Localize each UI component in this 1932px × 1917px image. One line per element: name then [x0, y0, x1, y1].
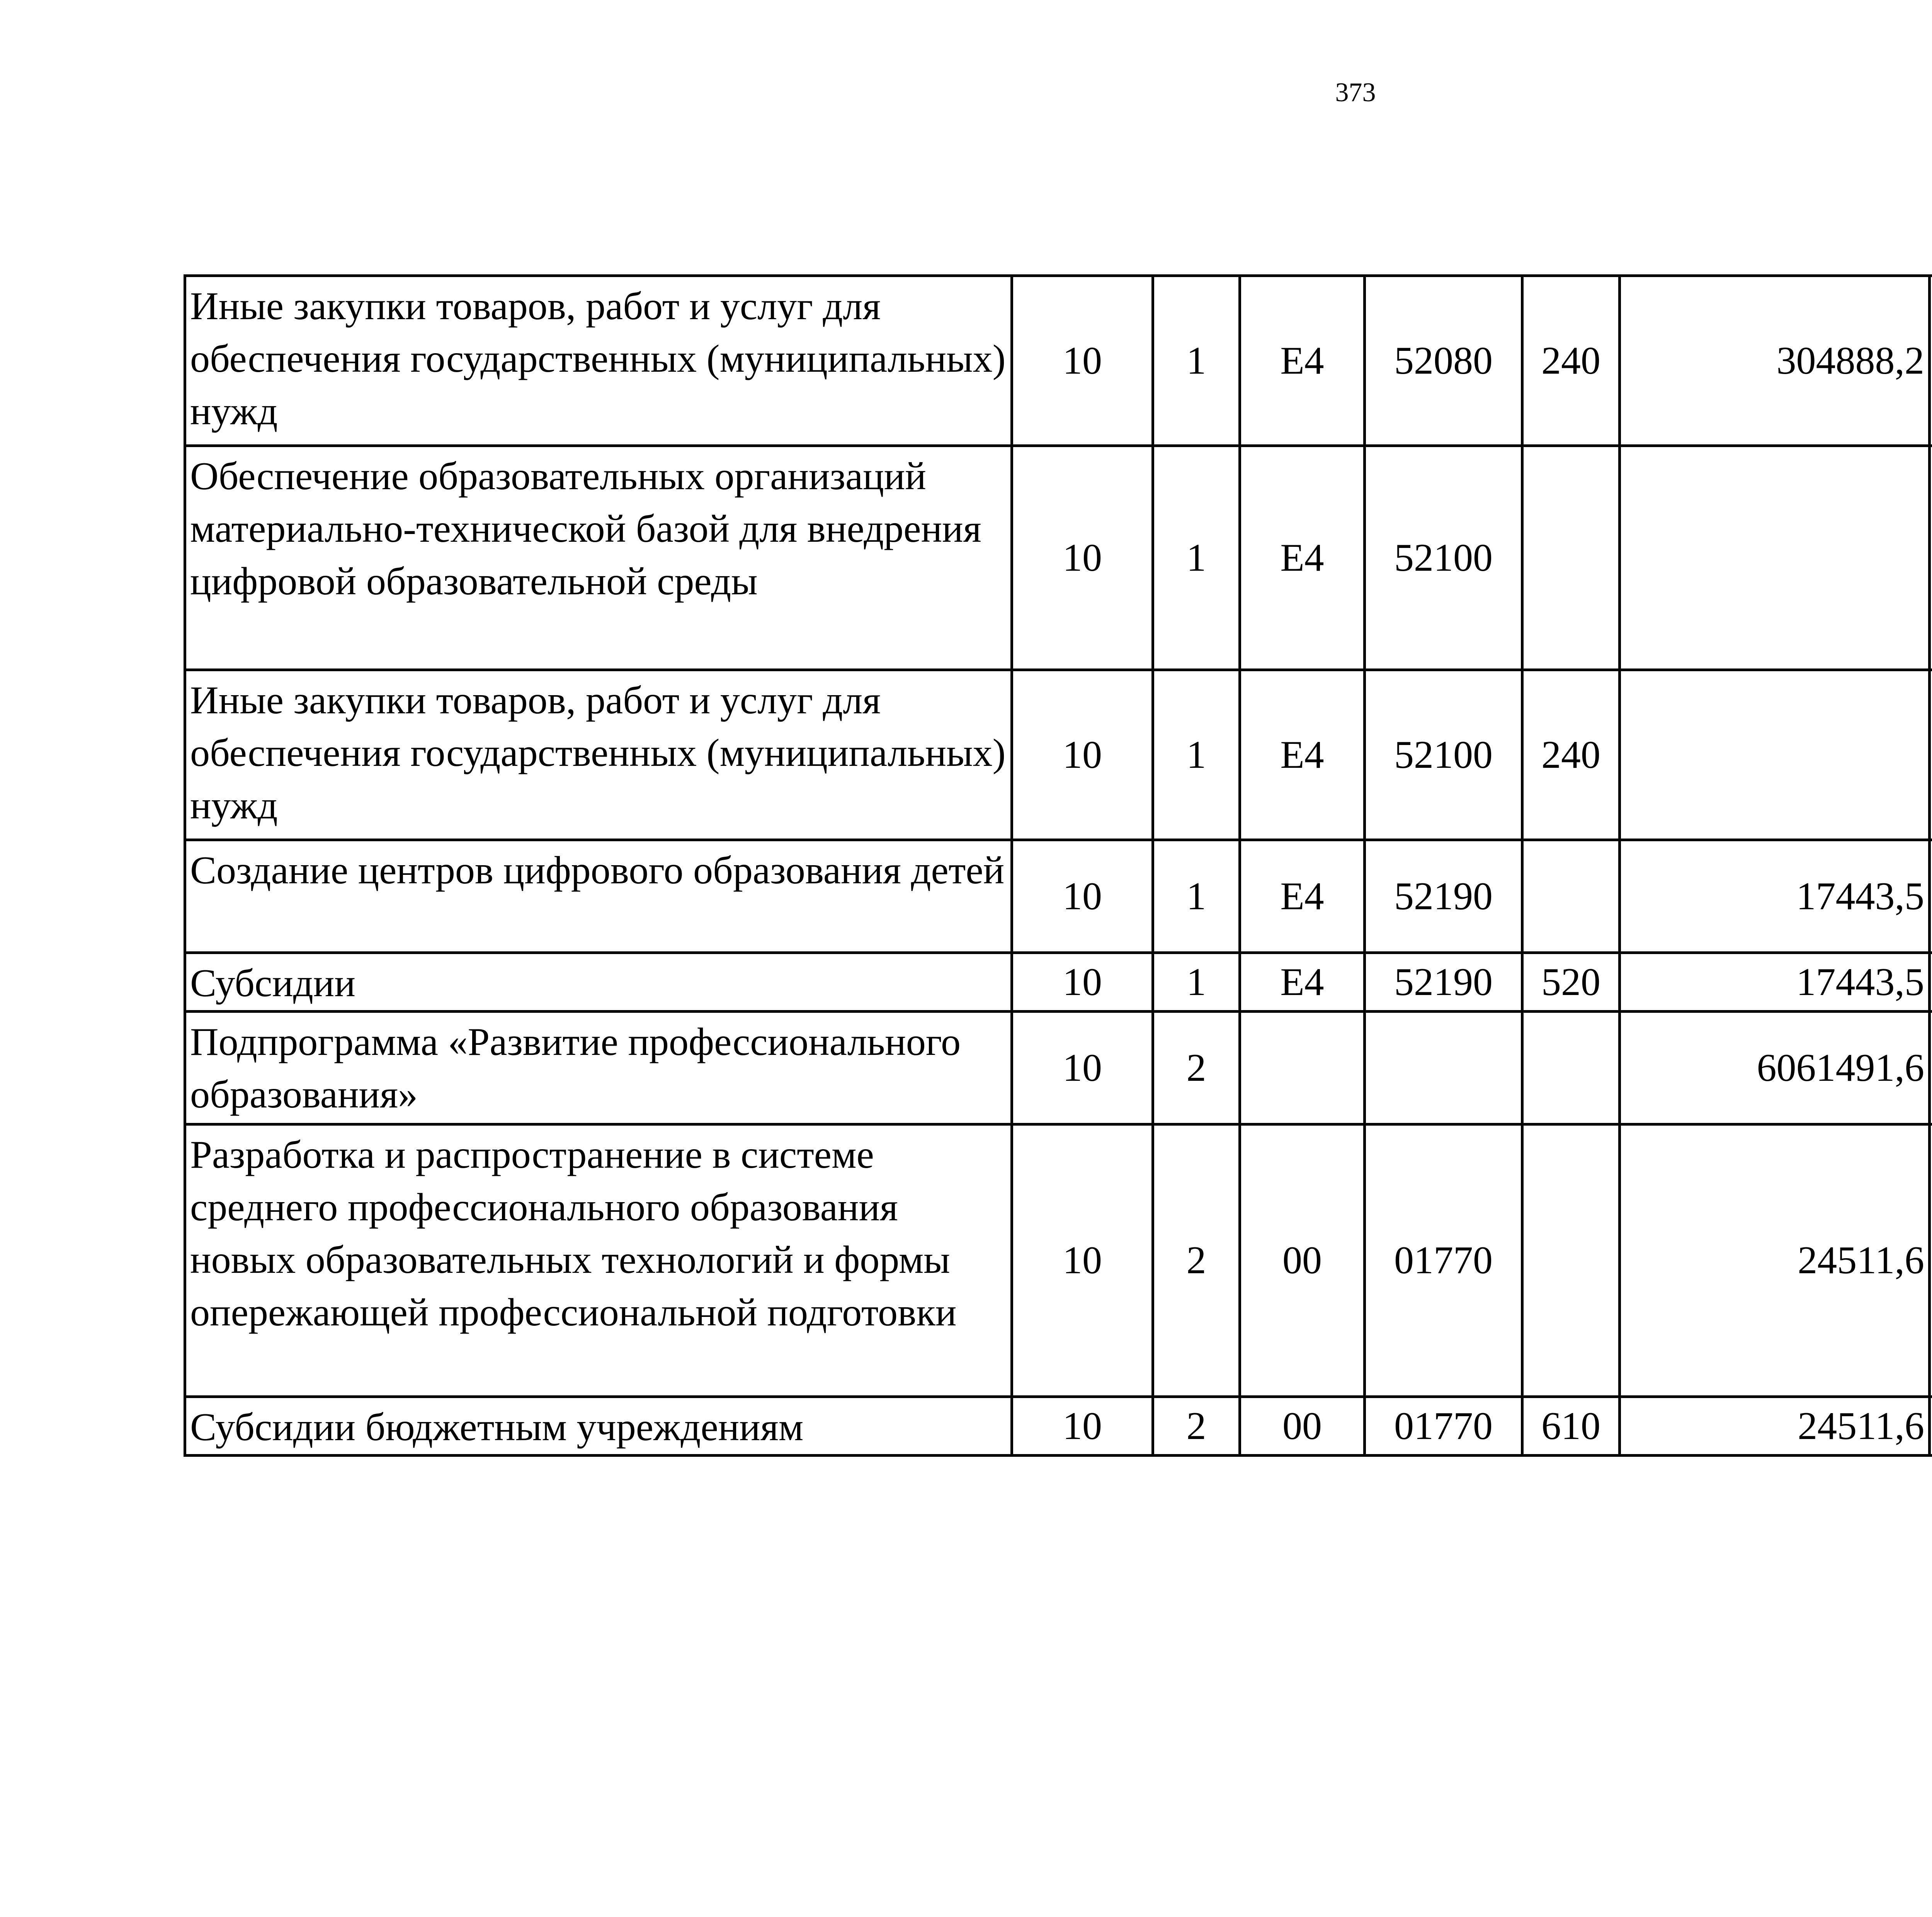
- row-name-cell: Субсидии: [185, 953, 1012, 1012]
- table-row: [185, 953, 1932, 1012]
- subsection-cell: 2: [1153, 1397, 1240, 1456]
- subsection-cell: 2: [1153, 1012, 1240, 1124]
- row-name-cell: Иные закупки товаров, работ и услуг для обеспечения государственных (муниципальных) нужд: [185, 670, 1012, 840]
- table-row: [185, 1012, 1932, 1124]
- table-row: [185, 446, 1932, 670]
- amount-year2-cell: [1930, 446, 1932, 670]
- expense-type-cell: 240: [1522, 276, 1620, 446]
- row-name-cell: Иные закупки товаров, работ и услуг для обеспечения государственных (муниципальных) нужд: [185, 276, 1012, 446]
- row-name-cell: Подпрограмма «Развитие профессионального образования»: [185, 1012, 1012, 1124]
- section-cell: 10: [1012, 1397, 1153, 1456]
- subsection-cell: 2: [1153, 1124, 1240, 1397]
- section-cell: 10: [1012, 953, 1153, 1012]
- target-article-code-cell: [1365, 1012, 1522, 1124]
- target-article-prefix-cell: Е4: [1240, 446, 1365, 670]
- amount-year1-cell: 304888,2: [1620, 276, 1930, 446]
- table-row: [185, 1397, 1932, 1456]
- amount-year2-cell: [1930, 1124, 1932, 1397]
- expense-type-cell: 240: [1522, 670, 1620, 840]
- amount-year1-cell: 24511,6: [1620, 1397, 1930, 1456]
- table-row: [185, 670, 1932, 840]
- target-article-code-cell: 52190: [1365, 953, 1522, 1012]
- row-name-cell: Создание центров цифрового образования детей: [185, 840, 1012, 953]
- section-cell: 10: [1012, 670, 1153, 840]
- table-body: [185, 276, 1932, 1456]
- amount-year1-cell: [1620, 670, 1930, 840]
- amount-year1-cell: 17443,5: [1620, 953, 1930, 1012]
- subsection-cell: 1: [1153, 670, 1240, 840]
- subsection-cell: 1: [1153, 276, 1240, 446]
- amount-year2-cell: [1930, 840, 1932, 953]
- target-article-code-cell: 52080: [1365, 276, 1522, 446]
- subsection-cell: 1: [1153, 953, 1240, 1012]
- expense-type-cell: [1522, 1124, 1620, 1397]
- amount-year2-cell: [1930, 1397, 1932, 1456]
- table-row: [185, 1124, 1932, 1397]
- target-article-prefix-cell: [1240, 1012, 1365, 1124]
- subsection-cell: 1: [1153, 840, 1240, 953]
- amount-year1-cell: 24511,6: [1620, 1124, 1930, 1397]
- expense-type-cell: [1522, 1012, 1620, 1124]
- subsection-cell: 1: [1153, 446, 1240, 670]
- target-article-code-cell: 52100: [1365, 670, 1522, 840]
- table-row: [185, 276, 1932, 446]
- amount-year2-cell: [1930, 670, 1932, 840]
- expense-type-cell: 610: [1522, 1397, 1620, 1456]
- amount-year1-cell: [1620, 446, 1930, 670]
- target-article-code-cell: 01770: [1365, 1397, 1522, 1456]
- target-article-prefix-cell: Е4: [1240, 276, 1365, 446]
- target-article-prefix-cell: Е4: [1240, 953, 1365, 1012]
- target-article-prefix-cell: Е4: [1240, 840, 1365, 953]
- section-cell: 10: [1012, 276, 1153, 446]
- expense-type-cell: [1522, 446, 1620, 670]
- amount-year2-cell: [1930, 276, 1932, 446]
- target-article-code-cell: 01770: [1365, 1124, 1522, 1397]
- section-cell: 10: [1012, 840, 1153, 953]
- target-article-code-cell: 52190: [1365, 840, 1522, 953]
- budget-table: [184, 274, 1932, 1457]
- section-cell: 10: [1012, 1124, 1153, 1397]
- row-name-cell: Разработка и распространение в системе среднего профессионального образования новых образовательных технологий и формы опережающей профессиональной подготовки: [185, 1124, 1012, 1397]
- amount-year1-cell: 17443,5: [1620, 840, 1930, 953]
- page-number: 373: [1335, 78, 1376, 107]
- row-name-cell: Обеспечение образовательных организаций материально-технической базой для внедрения цифровой образовательной среды: [185, 446, 1012, 670]
- expense-type-cell: 520: [1522, 953, 1620, 1012]
- amount-year2-cell: [1930, 1012, 1932, 1124]
- amount-year1-cell: 6061491,6: [1620, 1012, 1930, 1124]
- section-cell: 10: [1012, 1012, 1153, 1124]
- target-article-code-cell: 52100: [1365, 446, 1522, 670]
- target-article-prefix-cell: 00: [1240, 1397, 1365, 1456]
- target-article-prefix-cell: 00: [1240, 1124, 1365, 1397]
- section-cell: 10: [1012, 446, 1153, 670]
- row-name-cell: Субсидии бюджетным учреждениям: [185, 1397, 1012, 1456]
- target-article-prefix-cell: Е4: [1240, 670, 1365, 840]
- amount-year2-cell: [1930, 953, 1932, 1012]
- table-row: [185, 840, 1932, 953]
- expense-type-cell: [1522, 840, 1620, 953]
